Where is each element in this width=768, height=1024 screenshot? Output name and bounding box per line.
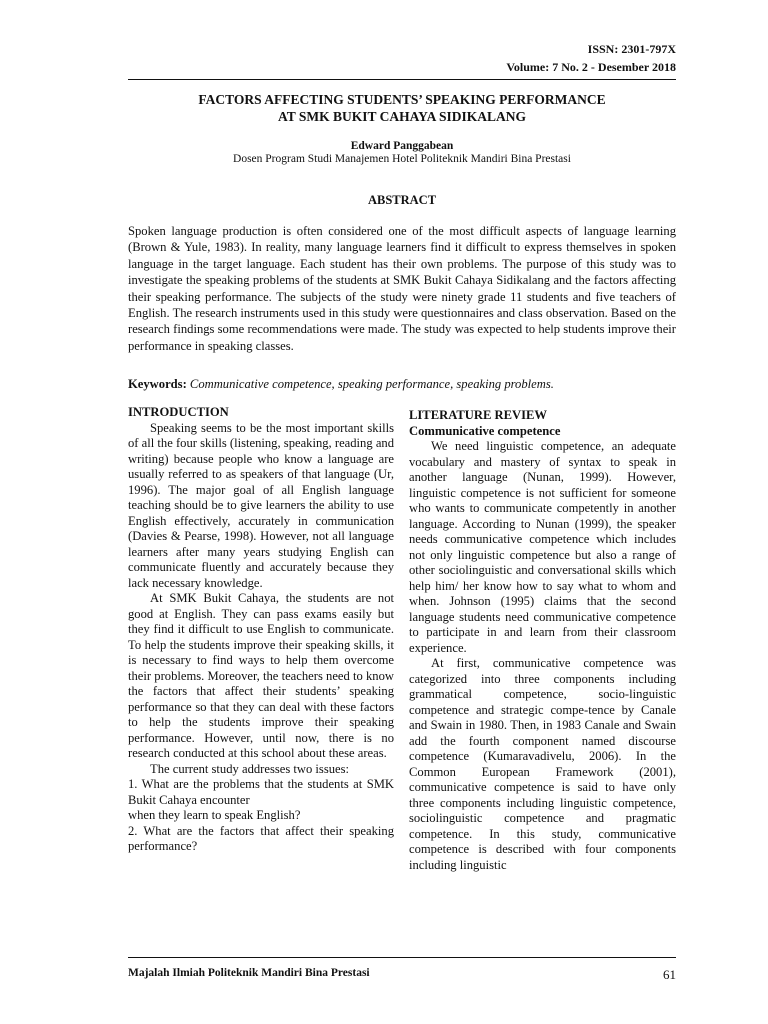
- introduction-paragraph-3: The current study addresses two issues:: [150, 761, 350, 776]
- introduction-paragraph-2: At SMK Bukit Cahaya, the students are not good at English. They can pass exams easily but they find it difficult to use English to communicate. To help the students improve their speaking skills, it is necessary to find ways to help them overcome their problems. Moreover, the teachers need to know the factors that affect their students’ speaking performance so that they can deal with these factors to help the students improve their speaking performance. However, until now, there is no research conducted at this school about these areas.: [128, 591, 394, 760]
- research-question-1: 1. What are the problems that the students at SMK Bukit Cahaya encounter: [128, 777, 394, 807]
- research-question-2: 2. What are the factors that affect their speaking performance?: [128, 823, 394, 853]
- research-question-1-cont: when they learn to speak English?: [128, 808, 301, 822]
- keywords: [128, 377, 676, 392]
- right-column: [409, 408, 676, 873]
- author-name: Edward Panggabean: [350, 140, 454, 152]
- keywords-label: Keywords:: [128, 377, 187, 391]
- keywords-text: Communicative competence, speaking performance, speaking problems.: [189, 377, 554, 391]
- abstract-text: Spoken language production is often considered one of the most difficult aspects of language learning (Brown & Yule, 1983). In reality, many language learners find it difficult to express themselves in spoken language in the target language. Each student has their own problems. The purpose of this study was to investigate the speaking problems of the students at SMK Bukit Cahaya Sidikalang and the factors affecting their speaking performance. The subjects of the study were ninety grade 11 students and five teachers of English. The research instruments used in this study were questionnaires and class observation. Based on the research findings some recommendations were made. The study was expected to help students improve their performance in speaking classes.: [128, 224, 676, 353]
- abstract-heading: ABSTRACT: [367, 193, 437, 207]
- paper-title-line2: AT SMK BUKIT CAHAYA SIDIKALANG: [277, 109, 527, 124]
- literature-paragraph-1: We need linguistic competence, an adequate vocabulary and mastery of syntax to speak in another language (Nunan, 1999). However, linguistic competence is not sufficient for someone who wants to communicate competently in another language. According to Nunan (1999), the speaker needs communicative competence which includes not only linguistic competence but also a range of other sociolinguistic and conversational skills which help him/ her know how to say what to whom and when. Johnson (1995) claims that the second language students need communicative competence to participate in and learn from their classroom experience.: [409, 439, 676, 655]
- literature-subheading: Communicative competence: [409, 423, 561, 438]
- left-column: [128, 405, 394, 855]
- author-affiliation: Dosen Program Studi Manajemen Hotel Politeknik Mandiri Bina Prestasi: [233, 153, 571, 165]
- paper-title-line1: FACTORS AFFECTING STUDENTS’ SPEAKING PERFORMANCE: [198, 92, 606, 107]
- literature-heading: LITERATURE REVIEW: [409, 408, 547, 422]
- volume-header: Volume: 7 No. 2 - Desember 2018: [506, 60, 676, 74]
- page-number: 61: [663, 967, 676, 982]
- footer-journal: Majalah Ilmiah Politeknik Mandiri Bina Prestasi: [128, 967, 370, 979]
- literature-paragraph-2: At first, communicative competence was categorized into three components including grammatical competence, socio-linguistic competence and strategic compe-tence by Canale and Swain in 1980. Then, in 1983 Canale and Swain add the fourth component named discourse competence (Kumaravadivelu, 2006). In the Common European Framework (2001), communicative competence is said to have only three components including linguistic competence, sociolinguistic competence and pragmatic competence. In this study, communicative competence is described with four components including linguistic: [409, 656, 676, 872]
- introduction-heading: INTRODUCTION: [128, 405, 229, 419]
- footer-rule: [128, 957, 676, 958]
- header-rule: [128, 79, 676, 80]
- issn-header: ISSN: 2301-797X: [587, 42, 676, 56]
- introduction-paragraph-1: Speaking seems to be the most important skills of all the four skills (listening, speaking, reading and writing) because people who know a language are usually referred to as speakers of that language (Ur, 1996). The major goal of all English language teaching should be to give learners the ability to use English effectively, accurately in communication (Davies & Pearse, 1998). However, not all language learners after many years studying English can communicate fluently and accurately because they lack necessary knowledge.: [128, 420, 394, 590]
